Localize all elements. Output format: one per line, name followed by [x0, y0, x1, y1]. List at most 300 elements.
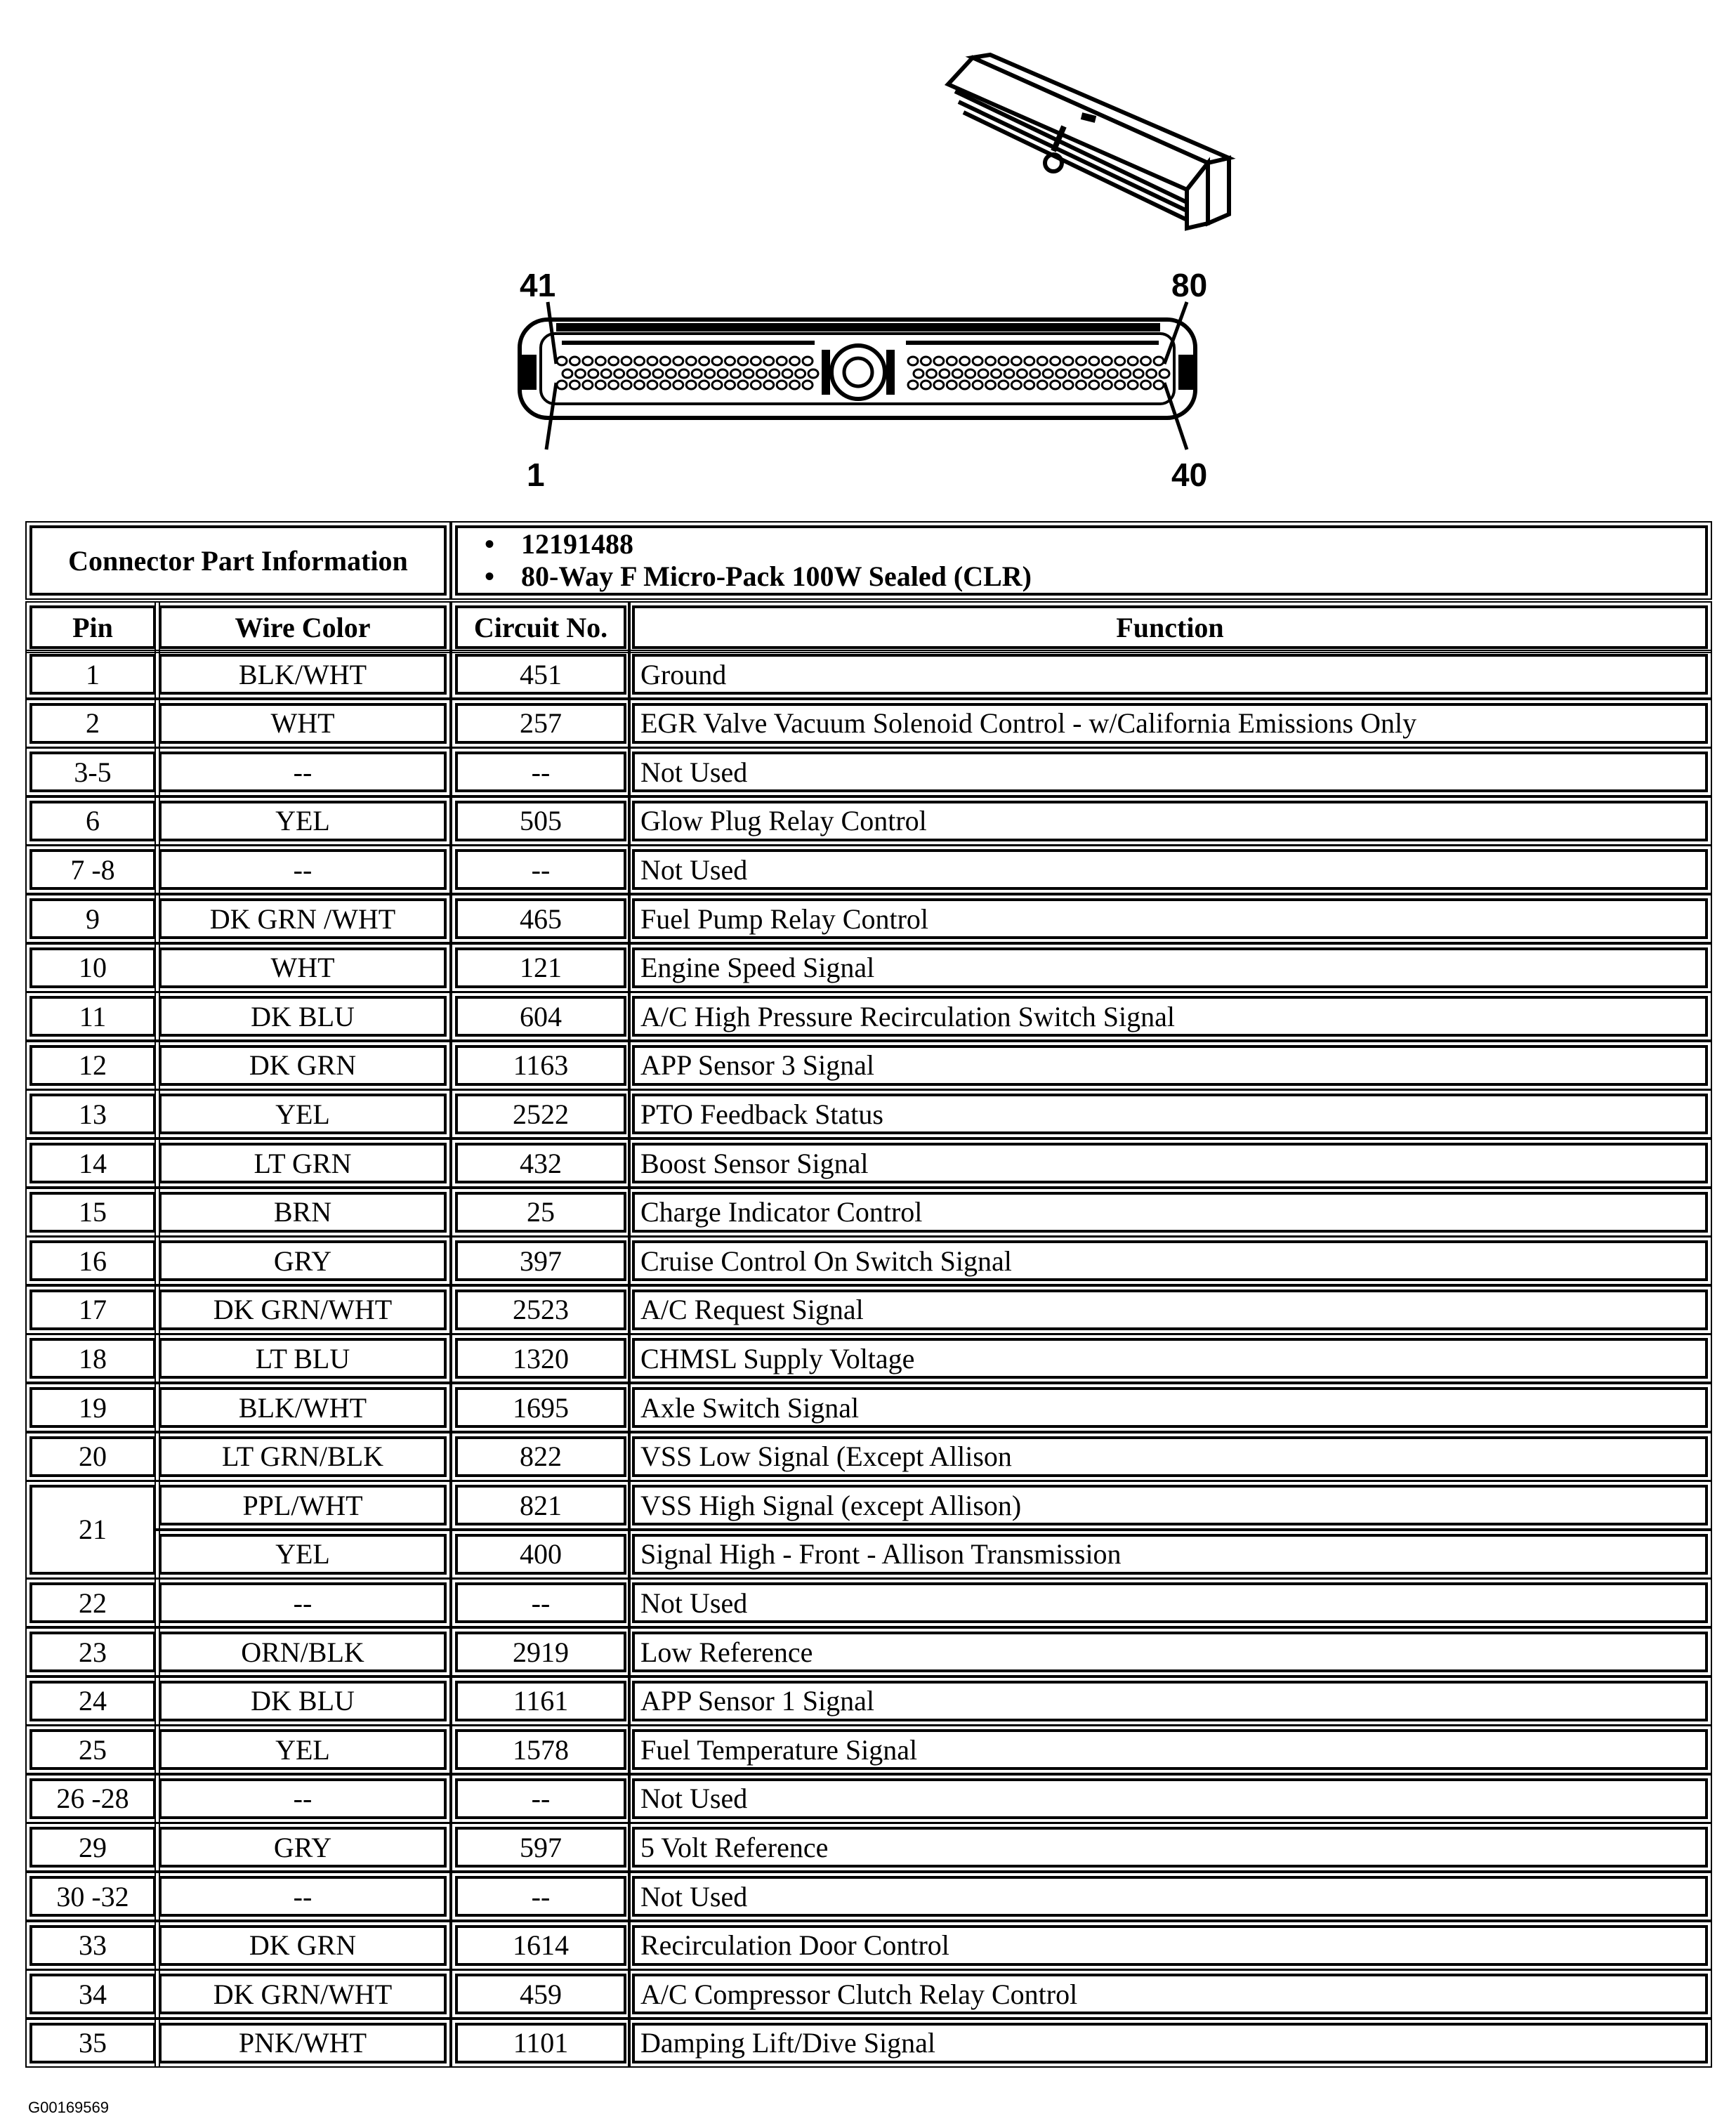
- pin-hole: [1102, 357, 1112, 365]
- wire-color-cell: [159, 752, 447, 792]
- function-cell: [632, 654, 1708, 695]
- function-cell: [632, 801, 1708, 841]
- pin-hole: [622, 381, 631, 389]
- pin-cell: [29, 1582, 156, 1623]
- wire-color: DK GRN: [249, 1049, 357, 1082]
- pin-hole: [1089, 357, 1099, 365]
- pin-hole: [751, 381, 761, 389]
- wire-color-cell: [159, 1974, 447, 2014]
- pin-hole: [999, 381, 1008, 389]
- wire-color-cell: [159, 1681, 447, 1721]
- pin-hole: [764, 357, 774, 365]
- pin-hole: [660, 357, 670, 365]
- pin-hole: [653, 369, 663, 378]
- pin-cell: [29, 1778, 156, 1819]
- pin-hole: [1115, 357, 1125, 365]
- header-wire-color-text: Wire Color: [235, 611, 371, 643]
- wire-color-cell: [159, 1827, 447, 1868]
- circuit-number: 459: [520, 1978, 562, 2010]
- wire-color-cell: [159, 2023, 447, 2063]
- function-cell: [632, 1582, 1708, 1623]
- pin-hole: [986, 381, 996, 389]
- circuit-cell: [455, 654, 626, 695]
- wire-color: DK GRN /WHT: [209, 903, 396, 935]
- part-info-list: [521, 528, 1032, 593]
- wire-color: DK GRN/WHT: [213, 1294, 393, 1326]
- pin-number: 17: [79, 1294, 107, 1326]
- pin-hole: [705, 369, 715, 378]
- pin-hole: [764, 381, 774, 389]
- wire-color: YEL: [275, 1098, 330, 1130]
- pin-number: 6: [86, 805, 100, 837]
- pin-hole: [673, 381, 683, 389]
- pin-hole: [575, 369, 585, 378]
- header-wire-color: [159, 605, 447, 649]
- circuit-number: 821: [520, 1489, 562, 1521]
- pin-cell: [29, 1387, 156, 1428]
- pin-cell: [29, 898, 156, 939]
- pin-number: 23: [79, 1636, 107, 1668]
- pin-hole: [730, 369, 740, 378]
- circuit-cell: [455, 1925, 626, 1966]
- pin-hole: [725, 381, 735, 389]
- pin-hole: [692, 369, 702, 378]
- pin-hole: [596, 381, 605, 389]
- wire-color-cell: [159, 1632, 447, 1672]
- pin-hole: [756, 369, 766, 378]
- circuit-cell: [455, 1045, 626, 1086]
- pin-hole: [751, 357, 761, 365]
- header-function: [632, 605, 1708, 649]
- pin-cell: [29, 1729, 156, 1770]
- wire-color: --: [293, 1587, 313, 1619]
- function-cell: [632, 849, 1708, 890]
- pin-cell: [29, 752, 156, 792]
- pin-number: 34: [79, 1978, 107, 2010]
- pin-number: 21: [79, 1514, 107, 1546]
- pin-hole: [1056, 369, 1066, 378]
- circuit-number: 451: [520, 658, 562, 690]
- pin-hole: [1017, 369, 1027, 378]
- pin-hole: [666, 369, 676, 378]
- pin-hole: [966, 369, 975, 378]
- pin-number: 9: [86, 903, 100, 935]
- function-text: CHMSL Supply Voltage: [640, 1342, 915, 1374]
- pin-hole: [796, 369, 805, 378]
- wire-color-cell: [159, 1436, 447, 1477]
- circuit-cell: [455, 1436, 626, 1477]
- pin-hole: [640, 369, 650, 378]
- pin-hole: [725, 357, 735, 365]
- function-cell: [632, 1632, 1708, 1672]
- circuit-cell: [455, 752, 626, 792]
- pin-hole: [914, 369, 923, 378]
- circuit-cell: [455, 996, 626, 1037]
- pin-number: 35: [79, 2027, 107, 2059]
- pin-hole: [960, 357, 970, 365]
- circuit-number: 257: [520, 707, 562, 740]
- figure-code: G00169569: [28, 2099, 109, 2116]
- circuit-cell: [455, 1729, 626, 1770]
- pin-number: 25: [79, 1733, 107, 1766]
- pin-hole: [686, 357, 696, 365]
- function-cell: [632, 1240, 1708, 1281]
- function-text: Ground: [640, 658, 727, 690]
- pin-hole: [699, 381, 709, 389]
- circuit-number: --: [531, 1783, 551, 1815]
- circuit-number: 1320: [513, 1342, 569, 1374]
- pin-number: 11: [79, 1000, 107, 1032]
- wire-color-cell: [159, 947, 447, 988]
- pin-hole: [1037, 381, 1047, 389]
- pin-hole: [1121, 369, 1131, 378]
- pin-hole: [908, 357, 918, 365]
- wire-color: GRY: [273, 1245, 332, 1277]
- wire-color: LT GRN: [254, 1147, 352, 1179]
- circuit-number: 2522: [513, 1098, 569, 1130]
- pin-cell: [29, 1338, 156, 1379]
- circuit-number: 397: [520, 1245, 562, 1277]
- wire-color: WHT: [270, 952, 335, 984]
- wire-color-cell: [159, 1240, 447, 1281]
- circuit-cell: [455, 703, 626, 744]
- pin-hole: [1025, 357, 1034, 365]
- function-text: Recirculation Door Control: [640, 1929, 949, 1962]
- pin-cell: [29, 1192, 156, 1233]
- wire-color: --: [293, 1880, 313, 1912]
- pin-label-80: 80: [1171, 267, 1208, 303]
- pin-number: 22: [79, 1587, 107, 1619]
- pin-number: 14: [79, 1147, 107, 1179]
- wire-color-cell: [159, 1045, 447, 1086]
- pin-cell: [29, 801, 156, 841]
- wire-color: DK GRN: [249, 1929, 357, 1962]
- circuit-cell: [455, 849, 626, 890]
- pin-hole: [1128, 381, 1138, 389]
- pin-hole: [934, 381, 944, 389]
- circuit-cell: [455, 1778, 626, 1819]
- function-cell: [632, 1143, 1708, 1183]
- pin-hole: [1115, 381, 1125, 389]
- pin-number: 3-5: [74, 756, 112, 788]
- pin-hole: [1154, 357, 1164, 365]
- pin-hole: [1043, 369, 1053, 378]
- pin-label-40: 40: [1171, 457, 1208, 493]
- pin-hole: [1004, 369, 1014, 378]
- pin-hole: [1051, 357, 1060, 365]
- pin-hole: [601, 369, 611, 378]
- wire-color: YEL: [275, 1538, 330, 1570]
- circuit-number: 505: [520, 805, 562, 837]
- pin-hole: [1089, 381, 1099, 389]
- pin-hole: [934, 357, 944, 365]
- wire-color-cell: [159, 1290, 447, 1330]
- pin-hole: [926, 369, 936, 378]
- circuit-cell: [455, 1681, 626, 1721]
- pin-hole: [978, 369, 988, 378]
- function-cell: [632, 752, 1708, 792]
- wire-color: DK BLU: [251, 1000, 355, 1032]
- wire-color-cell: [159, 1387, 447, 1428]
- circuit-cell: [455, 1485, 626, 1525]
- pin-cell: [29, 1876, 156, 1917]
- function-text: Glow Plug Relay Control: [640, 805, 927, 837]
- pin-hole: [1011, 381, 1021, 389]
- circuit-cell: [455, 1876, 626, 1917]
- pin-number: 13: [79, 1098, 107, 1130]
- pin-hole: [790, 381, 800, 389]
- wire-color: GRY: [273, 1831, 332, 1863]
- function-cell: [632, 1045, 1708, 1086]
- pin-hole: [570, 357, 579, 365]
- function-text: PTO Feedback Status: [640, 1098, 883, 1130]
- pin-hole: [1030, 369, 1040, 378]
- circuit-number: --: [531, 853, 551, 886]
- function-cell: [632, 1485, 1708, 1525]
- function-text: Cruise Control On Switch Signal: [640, 1245, 1012, 1277]
- pin-hole: [1141, 381, 1151, 389]
- circuit-cell: [455, 947, 626, 988]
- pin-hole: [718, 369, 728, 378]
- connector-part-information-label: [29, 525, 447, 596]
- pin-cell: [29, 654, 156, 695]
- pin-hole: [947, 381, 956, 389]
- pin-hole: [647, 381, 657, 389]
- pin-hole: [803, 381, 813, 389]
- function-text: Signal High - Front - Allison Transmission: [640, 1538, 1122, 1570]
- pin-hole: [712, 381, 722, 389]
- wire-color-cell: [159, 849, 447, 890]
- circuit-number: 25: [527, 1196, 555, 1228]
- function-cell: [632, 1729, 1708, 1770]
- header-pin: [29, 605, 156, 649]
- wire-color: LT BLU: [255, 1342, 350, 1374]
- pin-cell: [29, 1240, 156, 1281]
- pin-hole: [583, 357, 593, 365]
- pin-hole: [588, 369, 598, 378]
- pin-hole: [1081, 369, 1091, 378]
- pin-hole: [1147, 369, 1157, 378]
- header-circuit-no-text: Circuit No.: [473, 611, 608, 643]
- pin-hole: [563, 369, 572, 378]
- circuit-cell: [455, 1974, 626, 2014]
- pin-number: 24: [79, 1685, 107, 1717]
- pin-number: 12: [79, 1049, 107, 1082]
- function-cell: [632, 703, 1708, 744]
- circuit-number: 1101: [513, 2027, 569, 2059]
- function-cell: [632, 1338, 1708, 1379]
- pin-label-41: 41: [520, 267, 556, 303]
- wire-color-cell: [159, 898, 447, 939]
- pin-hole: [1107, 369, 1117, 378]
- pin-hole: [583, 381, 593, 389]
- function-cell: [632, 1974, 1708, 2014]
- pin-cell: [29, 1143, 156, 1183]
- pin-hole: [635, 381, 645, 389]
- pin-hole: [803, 357, 813, 365]
- wire-color: YEL: [275, 805, 330, 837]
- wire-color-cell: [159, 703, 447, 744]
- pin-number: 19: [79, 1391, 107, 1424]
- header-pin-text: Pin: [72, 611, 113, 643]
- circuit-cell: [455, 1632, 626, 1672]
- wire-color: --: [293, 1783, 313, 1815]
- pin-hole: [686, 381, 696, 389]
- pin-cell: [29, 1485, 156, 1575]
- pin-number: 26 -28: [56, 1783, 129, 1815]
- pin-hole: [673, 357, 683, 365]
- wire-color-cell: [159, 1485, 447, 1525]
- circuit-number: 2523: [513, 1294, 569, 1326]
- pin-hole: [1037, 357, 1047, 365]
- circuit-number: 597: [520, 1831, 562, 1863]
- wire-color: WHT: [270, 707, 335, 740]
- function-cell: [632, 1534, 1708, 1575]
- pin-hole: [679, 369, 689, 378]
- pin-hole: [1063, 381, 1073, 389]
- function-text: A/C Compressor Clutch Relay Control: [640, 1978, 1078, 2010]
- circuit-number: --: [531, 1880, 551, 1912]
- pin-cell: [29, 1681, 156, 1721]
- pin-cell: [29, 849, 156, 890]
- wire-color-cell: [159, 1192, 447, 1233]
- function-text: Low Reference: [640, 1636, 813, 1668]
- circuit-number: --: [531, 756, 551, 788]
- pin-number: 2: [86, 707, 100, 740]
- pin-hole: [1076, 381, 1086, 389]
- circuit-cell: [455, 1387, 626, 1428]
- pin-label-1: 1: [527, 457, 545, 493]
- pin-hole: [973, 381, 982, 389]
- wire-color: BRN: [273, 1196, 332, 1228]
- wire-color: LT GRN/BLK: [221, 1441, 384, 1473]
- function-text: Boost Sensor Signal: [640, 1147, 869, 1179]
- pin-cell: [29, 1974, 156, 2014]
- circuit-number: 1161: [513, 1685, 569, 1717]
- part-description: • 80-Way F Micro-Pack 100W Sealed (CLR): [521, 560, 1032, 593]
- wire-color: YEL: [275, 1733, 330, 1766]
- wire-color: PNK/WHT: [238, 2027, 367, 2059]
- pin-cell: [29, 1290, 156, 1330]
- function-text: EGR Valve Vacuum Solenoid Control - w/California Emissions Only: [640, 707, 1417, 740]
- pin-cell: [29, 1632, 156, 1672]
- circuit-cell: [455, 1582, 626, 1623]
- function-text: 5 Volt Reference: [640, 1831, 829, 1863]
- connector-part-information-text: Connector Part Information: [68, 544, 408, 577]
- pin-hole: [1076, 357, 1086, 365]
- pin-number: 10: [79, 952, 107, 984]
- circuit-cell: [455, 1094, 626, 1134]
- wire-color-cell: [159, 1925, 447, 1966]
- wire-color-cell: [159, 1729, 447, 1770]
- wire-color-cell: [159, 654, 447, 695]
- function-cell: [632, 947, 1708, 988]
- pin-cell: [29, 1827, 156, 1868]
- function-text: Not Used: [640, 756, 748, 788]
- wire-color-cell: [159, 996, 447, 1037]
- pin-number: 18: [79, 1342, 107, 1374]
- function-cell: [632, 1778, 1708, 1819]
- pin-hole: [952, 369, 962, 378]
- pin-hole: [790, 357, 800, 365]
- pin-hole: [557, 357, 567, 365]
- function-cell: [632, 1827, 1708, 1868]
- function-text: APP Sensor 1 Signal: [640, 1685, 875, 1717]
- function-text: APP Sensor 3 Signal: [640, 1049, 875, 1082]
- circuit-number: --: [531, 1587, 551, 1619]
- function-text: Engine Speed Signal: [640, 952, 875, 984]
- pin-hole: [921, 357, 931, 365]
- pin-hole: [738, 357, 748, 365]
- circuit-number: 1614: [513, 1929, 569, 1962]
- pin-hole: [777, 381, 787, 389]
- pin-hole: [622, 357, 631, 365]
- pin-hole: [992, 369, 1001, 378]
- pin-cell: [29, 1925, 156, 1966]
- pin-hole: [557, 381, 567, 389]
- pin-hole: [973, 357, 982, 365]
- pin-hole: [940, 369, 949, 378]
- circuit-number: 1695: [513, 1391, 569, 1424]
- pin-cell: [29, 1094, 156, 1134]
- pin-cell: [29, 947, 156, 988]
- wire-color-cell: [159, 1534, 447, 1575]
- part-number: • 12191488: [521, 528, 1032, 560]
- pin-cell: [29, 703, 156, 744]
- function-cell: [632, 1925, 1708, 1966]
- pin-hole: [986, 357, 996, 365]
- function-text: Not Used: [640, 1587, 748, 1619]
- circuit-cell: [455, 2023, 626, 2063]
- wire-color-cell: [159, 1876, 447, 1917]
- header-function-text: Function: [1116, 611, 1224, 643]
- pin-number: 29: [79, 1831, 107, 1863]
- pin-number: 1: [86, 658, 100, 690]
- pin-hole: [1095, 369, 1105, 378]
- circuit-number: 400: [520, 1538, 562, 1570]
- circuit-cell: [455, 898, 626, 939]
- wire-color: --: [293, 853, 313, 886]
- pin-hole: [660, 381, 670, 389]
- connector-3d-illustration: [948, 55, 1229, 228]
- circuit-cell: [455, 1192, 626, 1233]
- pin-hole: [921, 381, 931, 389]
- function-text: Fuel Pump Relay Control: [640, 903, 928, 935]
- circuit-number: 465: [520, 903, 562, 935]
- connector-part-information-values: [455, 525, 1708, 596]
- function-cell: [632, 996, 1708, 1037]
- wire-color: --: [293, 756, 313, 788]
- pin-number: 30 -32: [56, 1880, 129, 1912]
- circuit-cell: [455, 1534, 626, 1575]
- pin-hole: [1159, 369, 1169, 378]
- function-cell: [632, 898, 1708, 939]
- pin-hole: [738, 381, 748, 389]
- function-cell: [632, 1094, 1708, 1134]
- pin-number: 7 -8: [70, 853, 115, 886]
- pin-hole: [1069, 369, 1079, 378]
- function-cell: [632, 2023, 1708, 2063]
- pin-number: 16: [79, 1245, 107, 1277]
- circuit-number: 1578: [513, 1733, 569, 1766]
- function-text: Damping Lift/Dive Signal: [640, 2027, 935, 2059]
- circuit-cell: [455, 1143, 626, 1183]
- function-text: Not Used: [640, 1783, 748, 1815]
- pin-hole: [609, 357, 619, 365]
- pin-hole: [960, 381, 970, 389]
- function-text: Axle Switch Signal: [640, 1391, 860, 1424]
- circuit-cell: [455, 1240, 626, 1281]
